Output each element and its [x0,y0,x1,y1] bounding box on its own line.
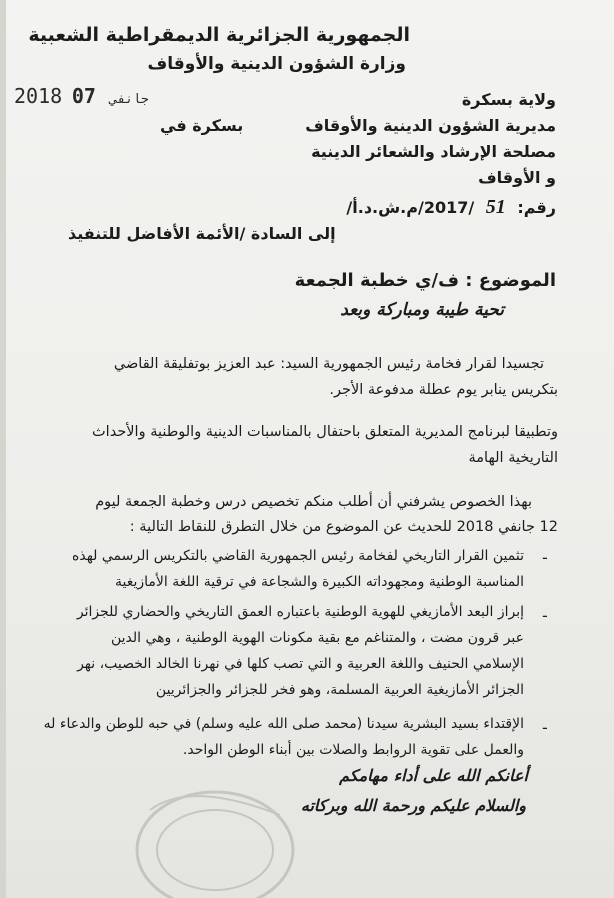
closing-salutation: والسلام عليكم ورحمة الله وبركاته [300,796,526,815]
bullet-marker: - [542,606,548,625]
bullet-marker: - [542,548,548,567]
wilaya-line: ولاية بسكرة [461,90,556,109]
reference-label: رقم: [517,198,556,217]
point-2-line: الإسلامي الحنيف واللغة العربية و التي تصب كلها في نهرنا الخالد الخصيب، نهر [77,656,524,672]
stamp-month: جانفي [109,92,149,107]
point-2-line: عبر قرون مضت ، والمتناغم مع بقية مكونات الهوية الوطنية ، وهي الدين [110,630,524,646]
point-3-line: الإقتداء بسيد البشرية سيدنا (محمد صلى الله عليه وسلم) في حبه للوطن والدعاء له [43,716,524,732]
subject-line: الموضوع : ف/ي خطبة الجمعة [294,270,556,291]
reference-number [346,196,556,219]
official-seal-icon [130,770,300,898]
closing-line: أعانكم الله على أداء مهامكم [339,766,528,785]
bullet-marker: - [542,718,548,737]
point-2-line: إبراز البعد الأمازيغي للهوية الوطنية باعتباره العمق التاريخي والحضاري للجزائر [76,604,524,620]
ministry-header: وزارة الشؤون الدينية والأوقاف [147,54,406,74]
service-line-2: و الأوقاف [478,168,556,187]
point-2-line: الجزائر الأمازيغية العربية المسلمة، وهو فخر للجزائر والجزائريين [155,682,524,698]
stamp-day: 07 [71,84,96,108]
body-paragraph-line: بتكريس ينابر يوم عطلة مدفوعة الأجر. [329,382,558,398]
directorate-line: مديرية الشؤون الدينية والأوقاف [305,116,556,135]
city-date-line: بسكرة في [160,116,244,135]
body-paragraph-line: 12 جانفي 2018 للحديث عن الموضوع من خلال التطرق للنقاط التالية : [129,519,558,535]
body-paragraph-line: تجسيدا لقرار فخامة رئيس الجمهورية السيد: عبد العزيز بوتفليقة القاضي [113,356,544,372]
addressee-line: إلى السادة /الأئمة الأفاضل للتنفيذ [68,224,336,243]
point-3-line: والعمل على تقوية الروابط والصلات بين أبناء الوطن الواحد. [182,742,524,758]
greeting-line: تحية طيبة ومباركة وبعد [340,300,504,320]
service-line: مصلحة الإرشاد والشعائر الدينية [311,142,556,161]
page-edge [0,0,6,898]
reference-suffix: /2017/م.ش.د.أ/ [346,198,475,217]
body-paragraph-line: بهذا الخصوص يشرفني أن أطلب منكم تخصيص درس وخطبة الجمعة ليوم [95,494,532,510]
date-stamp [14,84,153,108]
body-paragraph-line: وتطبيقا لبرنامج المديرية المتعلق باحتفال بالمناسبات الدينية والوطنية والأحداث [92,424,558,440]
point-1-line: المناسبة الوطنية ومجهوداته الكبيرة والشجاعة في ترقية اللغة الأمازيغية [115,574,524,590]
point-1-line: تثمين القرار التاريخي لفخامة رئيس الجمهورية القاضي بالتكريس الرسمي لهذه [72,548,524,564]
republic-header: الجمهورية الجزائرية الديمقراطية الشعبية [28,24,410,46]
reference-handwritten-number: 51 [485,196,506,218]
stamp-year: 2018 [14,84,63,108]
body-paragraph-line: التاريخية الهامة [468,450,558,466]
